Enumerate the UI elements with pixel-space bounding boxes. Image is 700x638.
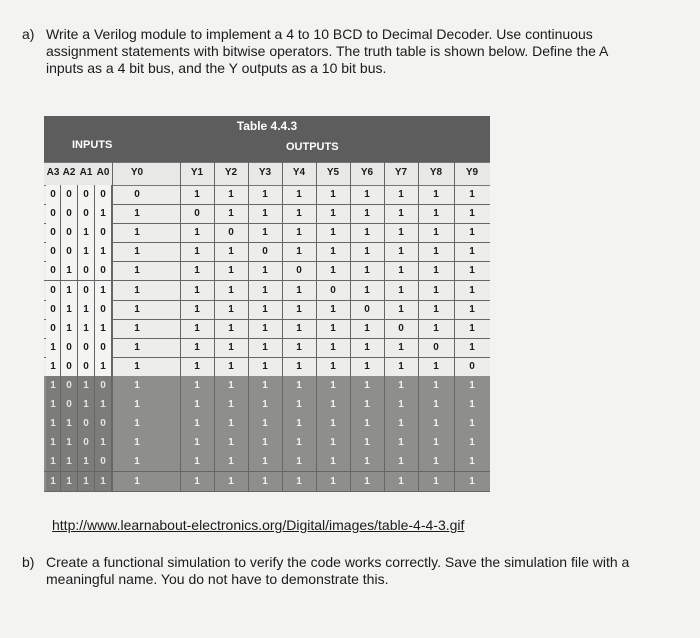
table-cell: 1 xyxy=(364,265,370,277)
table-row xyxy=(44,281,490,301)
table-cell: 1 xyxy=(78,319,95,338)
question-b-text xyxy=(46,554,671,588)
table-cell: 0 xyxy=(330,284,336,296)
table-cell: 1 xyxy=(194,341,200,353)
table-cell: 1 xyxy=(78,395,95,414)
table-cell: 0 xyxy=(134,189,140,200)
question-b-letter: b) xyxy=(22,554,35,570)
table-cell: 1 xyxy=(78,300,95,319)
table-cell: 1 xyxy=(228,380,234,391)
table-cell: 0 xyxy=(95,223,112,242)
table-cell: 1 xyxy=(330,227,336,239)
column-divider xyxy=(384,162,385,491)
column-divider xyxy=(350,162,351,491)
table-cell: 0 xyxy=(46,300,61,319)
table-cell: 1 xyxy=(194,475,200,487)
table-cell: 0 xyxy=(46,185,61,204)
table-cell: 1 xyxy=(262,399,268,411)
table-cell: 1 xyxy=(296,341,302,353)
table-cell: 1 xyxy=(194,284,200,296)
column-header-a0: A0 xyxy=(96,167,110,178)
table-cell: 0 xyxy=(61,223,78,242)
table-cell: 0 xyxy=(95,376,112,395)
table-cell: 1 xyxy=(78,452,95,471)
table-cell: 1 xyxy=(469,246,475,258)
column-header-a1: A1 xyxy=(79,167,93,178)
table-cell: 1 xyxy=(364,475,370,487)
table-cell: 0 xyxy=(78,261,95,280)
column-header-row xyxy=(44,162,490,186)
table-cell: 1 xyxy=(330,380,336,391)
table-row xyxy=(44,338,490,358)
table-cell: 1 xyxy=(194,227,200,239)
table-cell: 0 xyxy=(95,185,112,204)
table-cell: 1 xyxy=(364,227,370,239)
table-cell: 1 xyxy=(364,284,370,296)
table-cell: 1 xyxy=(296,284,302,296)
table-cell: 0 xyxy=(398,322,404,334)
table-cell: 0 xyxy=(194,208,200,220)
column-header-a2: A2 xyxy=(62,167,76,178)
question-a-letter: a) xyxy=(22,26,35,42)
table-cell: 1 xyxy=(262,360,268,372)
table-cell: 1 xyxy=(469,380,475,391)
table-row xyxy=(44,300,490,320)
table-cell: 0 xyxy=(78,185,95,204)
table-cell: 0 xyxy=(46,281,61,300)
table-cell: 1 xyxy=(364,437,370,449)
table-cell: 1 xyxy=(398,189,404,200)
column-divider xyxy=(112,162,113,491)
column-header-y1: Y1 xyxy=(190,167,204,178)
column-header-y8: Y8 xyxy=(429,167,443,178)
table-cell: 1 xyxy=(433,227,439,239)
table-cell: 1 xyxy=(469,475,475,487)
table-cell: 1 xyxy=(262,208,268,220)
table-row xyxy=(44,261,490,281)
table-cell: 0 xyxy=(46,261,61,280)
table-cell: 0 xyxy=(262,246,268,258)
table-cell: 0 xyxy=(228,227,234,239)
table-cell: 1 xyxy=(398,227,404,239)
table-cell: 1 xyxy=(433,456,439,468)
table-cell: 1 xyxy=(95,433,112,452)
table-cell: 1 xyxy=(433,380,439,391)
table-cell: 0 xyxy=(46,242,61,261)
table-cell: 1 xyxy=(228,284,234,296)
table-cell: 1 xyxy=(262,265,268,277)
table-cell: 0 xyxy=(433,341,439,353)
table-cell: 1 xyxy=(61,433,78,452)
table-cell: 1 xyxy=(398,418,404,430)
table-cell: 1 xyxy=(364,208,370,220)
table-cell: 0 xyxy=(46,204,61,223)
table-cell: 1 xyxy=(134,399,140,411)
table-cell: 1 xyxy=(330,208,336,220)
table-cell: 1 xyxy=(194,399,200,411)
table-cell: 1 xyxy=(78,242,95,261)
table-cell: 1 xyxy=(364,341,370,353)
table-row xyxy=(44,452,490,472)
table-cell: 1 xyxy=(364,418,370,430)
table-cell: 1 xyxy=(228,265,234,277)
table-cell: 1 xyxy=(194,189,200,200)
table-cell: 1 xyxy=(262,284,268,296)
table-cell: 1 xyxy=(194,303,200,315)
table-cell: 1 xyxy=(296,208,302,220)
table-row xyxy=(44,204,490,224)
table-cell: 1 xyxy=(262,475,268,487)
column-divider xyxy=(282,162,283,491)
table-cell: 0 xyxy=(61,376,78,395)
table-cell: 1 xyxy=(398,246,404,258)
table-cell: 1 xyxy=(364,322,370,334)
table-cell: 1 xyxy=(398,399,404,411)
table-row xyxy=(44,433,490,453)
table-cell: 0 xyxy=(469,360,475,372)
source-link[interactable]: http://www.learnabout-electronics.org/Digital/images/table-4-4-3.gif xyxy=(52,517,465,533)
table-cell: 1 xyxy=(61,414,78,433)
table-cell: 0 xyxy=(95,300,112,319)
table-cell: 0 xyxy=(61,395,78,414)
table-cell: 1 xyxy=(194,322,200,334)
table-cell: 1 xyxy=(95,472,112,491)
table-cell: 1 xyxy=(46,357,61,376)
table-cell: 1 xyxy=(433,208,439,220)
table-cell: 1 xyxy=(433,360,439,372)
table-cell: 1 xyxy=(262,437,268,449)
table-cell: 1 xyxy=(61,452,78,471)
table-cell: 1 xyxy=(433,265,439,277)
table-cell: 1 xyxy=(262,341,268,353)
column-header-y9: Y9 xyxy=(465,167,479,178)
table-cell: 1 xyxy=(433,399,439,411)
table-cell: 1 xyxy=(46,395,61,414)
table-cell: 1 xyxy=(228,341,234,353)
column-divider xyxy=(454,162,455,491)
table-cell: 1 xyxy=(398,341,404,353)
table-title: Table 4.4.3 xyxy=(236,119,298,133)
table-row xyxy=(44,242,490,262)
table-cell: 1 xyxy=(296,418,302,430)
table-cell: 1 xyxy=(61,319,78,338)
table-header-band xyxy=(44,116,490,162)
table-cell: 1 xyxy=(228,418,234,430)
table-cell: 1 xyxy=(228,246,234,258)
table-cell: 1 xyxy=(364,399,370,411)
table-cell: 1 xyxy=(398,284,404,296)
question-a-line: assignment statements with bitwise operators. The truth table is shown below. Define the A xyxy=(46,43,609,59)
table-row xyxy=(44,395,490,415)
table-cell: 0 xyxy=(95,414,112,433)
column-divider xyxy=(214,162,215,491)
table-cell: 1 xyxy=(228,303,234,315)
table-cell: 1 xyxy=(228,208,234,220)
table-cell: 1 xyxy=(61,472,78,491)
table-cell: 1 xyxy=(296,475,302,487)
table-cell: 1 xyxy=(330,322,336,334)
table-cell: 1 xyxy=(78,376,95,395)
table-cell: 1 xyxy=(134,246,140,258)
column-divider xyxy=(180,162,181,491)
table-cell: 1 xyxy=(194,437,200,449)
table-cell: 1 xyxy=(433,246,439,258)
table-cell: 1 xyxy=(398,303,404,315)
table-cell: 1 xyxy=(330,437,336,449)
table-cell: 1 xyxy=(469,208,475,220)
table-cell: 1 xyxy=(228,189,234,200)
table-cell: 1 xyxy=(262,456,268,468)
table-cell: 1 xyxy=(194,246,200,258)
table-cell: 1 xyxy=(95,395,112,414)
table-cell: 1 xyxy=(296,456,302,468)
table-cell: 1 xyxy=(398,437,404,449)
column-header-y5: Y5 xyxy=(326,167,340,178)
table-row xyxy=(44,357,490,377)
table-cell: 1 xyxy=(194,380,200,391)
table-cell: 1 xyxy=(364,380,370,391)
question-a-line: inputs as a 4 bit bus, and the Y outputs as a 10 bit bus. xyxy=(46,60,387,76)
table-cell: 1 xyxy=(330,399,336,411)
table-cell: 1 xyxy=(296,437,302,449)
table-cell: 1 xyxy=(228,360,234,372)
table-cell: 1 xyxy=(262,189,268,200)
table-cell: 1 xyxy=(469,189,475,200)
question-a-line: Write a Verilog module to implement a 4 to 10 BCD to Decimal Decoder. Use continuous xyxy=(46,26,593,42)
table-cell: 1 xyxy=(95,242,112,261)
table-cell: 1 xyxy=(262,418,268,430)
table-cell: 1 xyxy=(364,456,370,468)
question-a-text xyxy=(46,26,671,77)
table-cell: 1 xyxy=(364,360,370,372)
table-cell: 1 xyxy=(262,227,268,239)
table-cell: 1 xyxy=(296,399,302,411)
table-cell: 1 xyxy=(46,452,61,471)
table-cell: 1 xyxy=(194,418,200,430)
inputs-group-label: INPUTS xyxy=(72,139,113,151)
table-cell: 0 xyxy=(78,338,95,357)
table-cell: 1 xyxy=(469,265,475,277)
table-cell: 1 xyxy=(469,227,475,239)
table-cell: 1 xyxy=(469,456,475,468)
table-cell: 1 xyxy=(469,322,475,334)
table-cell: 0 xyxy=(46,319,61,338)
column-header-y4: Y4 xyxy=(292,167,306,178)
table-cell: 0 xyxy=(46,223,61,242)
table-cell: 1 xyxy=(134,227,140,239)
table-cell: 1 xyxy=(296,303,302,315)
column-header-y7: Y7 xyxy=(394,167,408,178)
table-cell: 1 xyxy=(134,475,140,487)
table-cell: 0 xyxy=(95,261,112,280)
table-cell: 0 xyxy=(78,204,95,223)
table-row xyxy=(44,414,490,434)
column-header-y6: Y6 xyxy=(360,167,374,178)
table-cell: 1 xyxy=(469,284,475,296)
table-cell: 1 xyxy=(228,322,234,334)
table-row xyxy=(44,223,490,243)
table-row xyxy=(44,185,490,205)
table-cell: 1 xyxy=(95,281,112,300)
table-cell: 1 xyxy=(433,418,439,430)
table-cell: 1 xyxy=(78,223,95,242)
table-cell: 1 xyxy=(296,246,302,258)
table-cell: 1 xyxy=(296,322,302,334)
table-cell: 1 xyxy=(364,246,370,258)
table-cell: 1 xyxy=(134,380,140,391)
table-cell: 0 xyxy=(78,357,95,376)
table-cell: 1 xyxy=(330,418,336,430)
table-cell: 1 xyxy=(398,265,404,277)
table-cell: 1 xyxy=(296,189,302,200)
table-cell: 1 xyxy=(134,418,140,430)
table-cell: 1 xyxy=(228,475,234,487)
table-cell: 1 xyxy=(46,338,61,357)
table-row xyxy=(44,472,490,492)
table-cell: 1 xyxy=(228,456,234,468)
table-cell: 1 xyxy=(61,300,78,319)
table-cell: 1 xyxy=(433,303,439,315)
table-cell: 1 xyxy=(61,281,78,300)
table-cell: 1 xyxy=(134,265,140,277)
table-row xyxy=(44,319,490,339)
table-cell: 1 xyxy=(398,360,404,372)
truth-table xyxy=(44,116,490,491)
table-cell: 1 xyxy=(46,433,61,452)
column-header-y0: Y0 xyxy=(130,167,144,178)
table-cell: 1 xyxy=(330,360,336,372)
table-cell: 0 xyxy=(61,185,78,204)
column-divider xyxy=(316,162,317,491)
table-cell: 1 xyxy=(398,208,404,220)
table-cell: 1 xyxy=(194,265,200,277)
table-cell: 1 xyxy=(330,341,336,353)
table-cell: 0 xyxy=(61,242,78,261)
table-cell: 1 xyxy=(134,322,140,334)
table-cell: 1 xyxy=(134,284,140,296)
table-cell: 1 xyxy=(228,437,234,449)
table-cell: 1 xyxy=(134,456,140,468)
table-cell: 1 xyxy=(78,472,95,491)
table-cell: 1 xyxy=(330,303,336,315)
table-cell: 1 xyxy=(398,456,404,468)
table-cell: 1 xyxy=(330,265,336,277)
table-cell: 1 xyxy=(469,418,475,430)
table-cell: 1 xyxy=(46,472,61,491)
table-cell: 1 xyxy=(433,437,439,449)
table-cell: 1 xyxy=(134,437,140,449)
table-cell: 0 xyxy=(78,414,95,433)
table-cell: 0 xyxy=(78,433,95,452)
table-cell: 0 xyxy=(296,265,302,277)
question-b-line: Create a functional simulation to verify the code works correctly. Save the simulation file with a xyxy=(46,554,630,570)
table-cell: 1 xyxy=(95,204,112,223)
column-divider xyxy=(248,162,249,491)
table-cell: 0 xyxy=(95,452,112,471)
table-cell: 1 xyxy=(469,399,475,411)
table-cell: 1 xyxy=(469,303,475,315)
column-header-a3: A3 xyxy=(46,167,60,178)
table-cell: 1 xyxy=(134,360,140,372)
table-cell: 1 xyxy=(194,456,200,468)
table-cell: 1 xyxy=(398,475,404,487)
table-cell: 1 xyxy=(469,437,475,449)
table-cell: 1 xyxy=(433,475,439,487)
table-cell: 1 xyxy=(330,475,336,487)
table-cell: 1 xyxy=(330,456,336,468)
table-cell: 1 xyxy=(134,208,140,220)
table-cell: 1 xyxy=(296,380,302,391)
table-cell: 1 xyxy=(46,414,61,433)
column-header-y2: Y2 xyxy=(224,167,238,178)
table-cell: 1 xyxy=(228,399,234,411)
table-cell: 1 xyxy=(134,341,140,353)
table-cell: 1 xyxy=(262,380,268,391)
table-cell: 1 xyxy=(194,360,200,372)
table-cell: 1 xyxy=(134,303,140,315)
table-cell: 1 xyxy=(330,189,336,200)
table-cell: 1 xyxy=(296,360,302,372)
column-header-y3: Y3 xyxy=(258,167,272,178)
table-cell: 1 xyxy=(330,246,336,258)
table-cell: 1 xyxy=(469,341,475,353)
outputs-group-label: OUTPUTS xyxy=(286,141,339,153)
table-cell: 1 xyxy=(433,322,439,334)
table-cell: 1 xyxy=(262,303,268,315)
table-cell: 1 xyxy=(262,322,268,334)
table-cell: 0 xyxy=(61,338,78,357)
table-cell: 1 xyxy=(46,376,61,395)
column-divider xyxy=(418,162,419,491)
question-b-line: meaningful name. You do not have to demonstrate this. xyxy=(46,571,389,587)
table-cell: 0 xyxy=(364,303,370,315)
table-row xyxy=(44,376,490,396)
table-cell: 1 xyxy=(95,319,112,338)
table-cell: 1 xyxy=(296,227,302,239)
table-cell: 1 xyxy=(61,261,78,280)
table-cell: 1 xyxy=(398,380,404,391)
table-cell: 1 xyxy=(364,189,370,200)
table-cell: 1 xyxy=(433,189,439,200)
table-cell: 1 xyxy=(433,284,439,296)
table-cell: 0 xyxy=(61,204,78,223)
table-cell: 0 xyxy=(95,338,112,357)
table-cell: 0 xyxy=(78,281,95,300)
table-cell: 1 xyxy=(95,357,112,376)
table-cell: 0 xyxy=(61,357,78,376)
